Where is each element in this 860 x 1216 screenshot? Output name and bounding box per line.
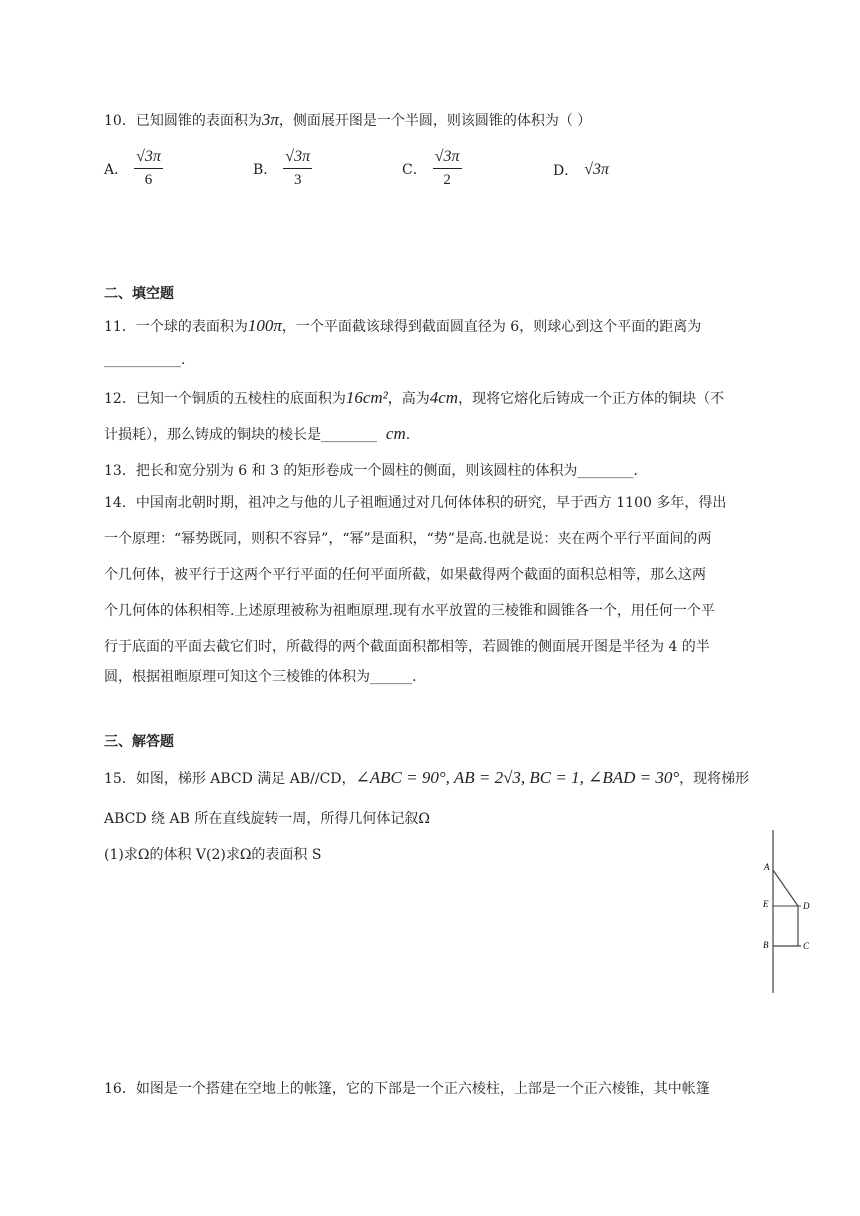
question-15-line1: 15．如图，梯形 ABCD 满足 AB//CD，∠ABC = 90°, AB = 2√3, BC = 1, ∠BAD = 30°，现将梯形 xyxy=(104,768,750,787)
label-d: D xyxy=(803,901,810,911)
trapezoid-figure xyxy=(758,828,830,998)
question-15-line2: ABCD 绕 AB 所在直线旋转一周，所得几何体记叙Ω xyxy=(104,811,430,827)
label-c: C xyxy=(803,941,810,951)
label-b: B xyxy=(763,940,769,950)
section-title-fill-in: 二、填空题 xyxy=(104,286,174,302)
fraction: $\frac{√3\pi}{3}$ xyxy=(285,148,311,188)
question-13: 13．把长和宽分别为 6 和 3 的矩形卷成一个圆柱的侧面，则该圆柱的体积为________. xyxy=(104,463,638,479)
option-a: A． $\frac{√3\pi}{6}$ xyxy=(104,148,161,188)
question-11: 11．一个球的表面积为100π，一个平面截该球得到截面圆直径为 6，则球心到这个平面的距离为 xyxy=(104,316,702,335)
question-10-stem: 10．已知圆锥的表面积为3π，侧面展开图是一个半圆，则该圆锥的体积为（ ） xyxy=(104,110,592,129)
option-d: D． √3π xyxy=(553,161,610,179)
fraction: $\frac{√3\pi}{6}$ xyxy=(136,148,161,188)
segment-ad xyxy=(773,870,798,906)
label-a: A xyxy=(764,862,770,872)
question-14-line: 个几何体的体积相等.上述原理被称为祖暅原理.现有水平放置的三棱锥和圆锥各一个，用任何一个平 xyxy=(104,603,715,619)
question-14-line: 14．中国南北朝时期，祖冲之与他的儿子祖暅通过对几何体体积的研究，早于西方 1100 多年，得出 xyxy=(104,495,727,511)
option-b: B． $\frac{√3\pi}{3}$ xyxy=(253,148,311,188)
question-14-line: 个几何体，被平行于这两个平行平面的任何平面所截，如果截得两个截面的面积总相等，那么这两 xyxy=(104,567,706,583)
question-12-line2: 计损耗），那么铸成的铜块的棱长是________ cm. xyxy=(104,424,411,443)
option-c: C． $\frac{√3\pi}{2}$ xyxy=(402,148,460,188)
question-15-line3: (1)求Ω的体积 V(2)求Ω的表面积 S xyxy=(104,847,322,863)
label-e: E xyxy=(763,899,769,909)
section-title-answers: 三、解答题 xyxy=(104,734,174,750)
question-14-line: 圆，根据祖暅原理可知这个三棱锥的体积为______. xyxy=(104,669,417,685)
question-11-blank: ___________. xyxy=(104,352,186,368)
fraction: $\frac{√3\pi}{2}$ xyxy=(434,148,460,188)
question-14-line: 一个原理：“幂势既同，则积不容异”，“幂”是面积，“势”是高.也就是说：夹在两个平行平面间的两 xyxy=(104,531,712,547)
question-12-line1: 12．已知一个铜质的五棱柱的底面积为16cm²，高为4cm，现将它熔化后铸成一个正方体的铜块（不 xyxy=(104,388,725,407)
math-expression: 3π xyxy=(261,110,279,129)
question-14-line: 行于底面的平面去截它们时，所截得的两个截面面积都相等，若圆锥的侧面展开图是半径为 4 的半 xyxy=(104,639,710,655)
question-16: 16．如图是一个搭建在空地上的帐篷，它的下部是一个正六棱柱，上部是一个正六棱锥，其中帐篷 xyxy=(104,1081,710,1097)
